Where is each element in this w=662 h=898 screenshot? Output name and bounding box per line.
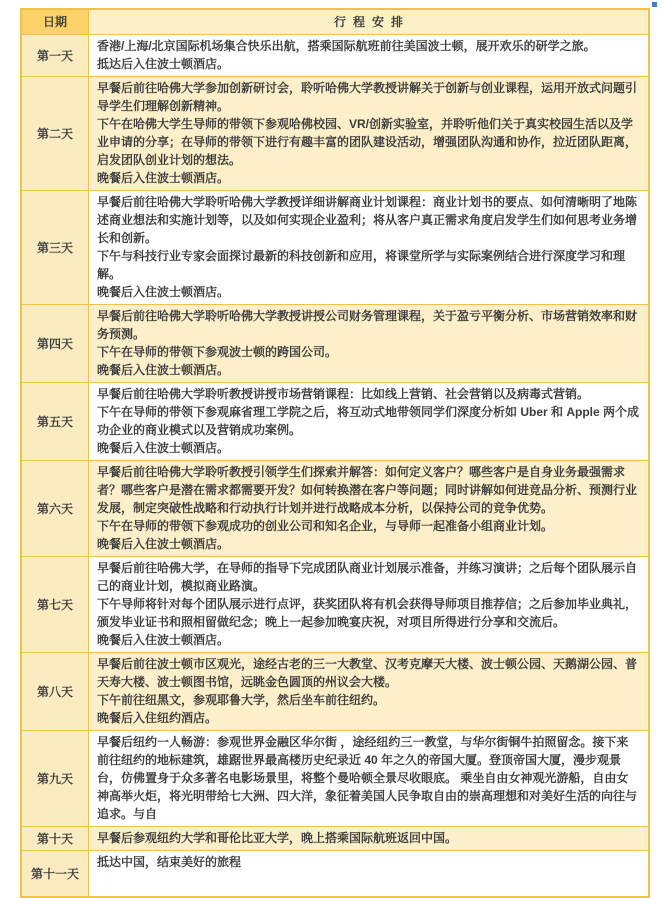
- table-row: [21, 191, 649, 305]
- itinerary-paragraph: 早餐后前往哈佛大学聆听教授讲授市场营销课程：比如线上营销、社会营销以及病毒式营销。: [97, 387, 590, 401]
- itinerary-paragraph: 晚餐后入住波士顿酒店。: [97, 285, 230, 299]
- itinerary-paragraph: 早餐后前往哈佛大学聆听哈佛大学教授详细讲解商业计划课程：商业计划书的要点、如何清晰明了地陈述商业想法和实施计划等，以及如何实现企业盈利；将从客户真正需求角度启发学生们如何思考业务增长和创新。: [97, 195, 638, 245]
- itinerary-paragraph: 早餐后参观纽约大学和哥伦比亚大学，晚上搭乘国际航班返回中国。: [97, 831, 458, 845]
- table-row: [21, 35, 649, 77]
- table-row: [21, 383, 649, 461]
- itinerary-cell: [89, 851, 650, 898]
- itinerary-paragraph: 晚餐后入住波士顿酒店。: [97, 171, 230, 185]
- table-row: [21, 305, 649, 383]
- itinerary-paragraph: 早餐后前往哈佛大学参加创新研讨会，聆听哈佛大学教授讲解关于创新与创业课程，运用开放式问题引导学生们理解创新精神。: [97, 81, 638, 113]
- table-row: [21, 653, 649, 731]
- itinerary-table: [20, 8, 650, 898]
- itinerary-paragraph: 早餐后前往波士顿市区观光，途经古老的三一大教堂、汉考克摩天大楼、波士顿公园、天鹅湖公园、普天寿大楼、波士顿图书馆，远眺金色圆顶的州议会大楼。: [97, 657, 638, 689]
- itinerary-paragraph: 下午与科技行业专家会面探讨最新的科技创新和应用，将课堂所学与实际案例结合进行深度学习和理解。: [97, 249, 626, 281]
- itinerary-paragraph: 下午前往纽黑文，参观耶鲁大学，然后坐车前往纽约。: [97, 693, 386, 707]
- day-cell: 第五天: [21, 383, 89, 461]
- itinerary-paragraph: 晚餐后入住纽约酒店。: [97, 711, 218, 725]
- header-date-cell: 日期: [21, 9, 89, 35]
- itinerary-cell: [89, 461, 650, 557]
- itinerary-paragraph: 早餐后前往哈佛大学聆听哈佛大学教授讲授公司财务管理课程，关于盈亏平衡分析、市场营销效率和财务预测。: [97, 309, 638, 341]
- itinerary-paragraph: 下午导师将针对每个团队展示进行点评，获奖团队将有机会获得导师项目推荐信；之后参加毕业典礼，颁发毕业证书和照相留做纪念；晚上一起参加晚宴庆祝，对项目所得进行分享和交流后。: [97, 597, 638, 629]
- itinerary-cell: [89, 383, 650, 461]
- day-cell: 第十一天: [21, 851, 89, 898]
- itinerary-cell: [89, 731, 650, 827]
- itinerary-paragraph: 早餐后前往哈佛大学，在导师的指导下完成团队商业计划展示准备，并练习演讲；之后每个团队展示自己的商业计划，模拟商业路演。: [97, 561, 638, 593]
- itinerary-cell: [89, 77, 650, 191]
- day-cell: 第一天: [21, 35, 89, 77]
- itinerary-paragraph: 下午在导师的带领下参观麻省理工学院之后，将互动式地带领同学们深度分析如 Uber 和 Apple 两个成功企业的商业模式以及营销成功案例。: [97, 405, 640, 437]
- itinerary-paragraph: 早餐后前往哈佛大学聆听教授引领学生们探索并解答：如何定义客户？哪些客户是自身业务最强需求者？哪些客户是潜在需求都需要开发？如何转换潜在客户等问题；同时讲解如何进竞品分析、预测行业发展，制定突破性战略和行动执行计划并进行战略成本分析，以保持公司的竞争优势。: [97, 465, 638, 515]
- day-cell: 第二天: [21, 77, 89, 191]
- itinerary-paragraph: 晚餐后入住波士顿酒店。: [97, 441, 230, 455]
- itinerary-paragraph: 晚餐后入住波士顿酒店。: [97, 633, 230, 647]
- day-cell: 第八天: [21, 653, 89, 731]
- itinerary-paragraph: 下午在导师的带领下参观成功的创业公司和知名企业，与导师一起准备小组商业计划。: [97, 519, 554, 533]
- table-row: [21, 851, 649, 898]
- itinerary-paragraph: 晚餐后入住波士顿酒店。: [97, 537, 230, 551]
- itinerary-cell: [89, 305, 650, 383]
- table-row: [21, 77, 649, 191]
- table-row: [21, 827, 649, 851]
- day-cell: 第十天: [21, 827, 89, 851]
- itinerary-cell: [89, 35, 650, 77]
- header-itinerary-cell: 行程安排: [89, 9, 650, 35]
- day-cell: 第九天: [21, 731, 89, 827]
- table-row: [21, 557, 649, 653]
- itinerary-cell: [89, 557, 650, 653]
- itinerary-paragraph: 下午在哈佛大学生导师的带领下参观哈佛校园、VR/创新实验室，并聆听他们关于真实校园生活以及学业申请的分享；在导师的带领下进行有趣丰富的团队建设活动，增强团队沟通和协作，拉近团队距离，启发团队创业计划的想法。: [97, 117, 638, 167]
- table-row: [21, 731, 649, 827]
- itinerary-paragraph: 晚餐后入住波士顿酒店。: [97, 363, 230, 377]
- day-cell: 第六天: [21, 461, 89, 557]
- itinerary-paragraph: 抵达后入住波士顿酒店。: [97, 57, 230, 71]
- header-row: [21, 9, 649, 35]
- day-cell: 第三天: [21, 191, 89, 305]
- itinerary-cell: [89, 827, 650, 851]
- itinerary-cell: [89, 653, 650, 731]
- blue-marker-dot: [652, 2, 657, 7]
- itinerary-cell: [89, 191, 650, 305]
- itinerary-paragraph: 早餐后纽约一人畅游：参观世界金融区华尔街 ，途经纽约三一教堂，与华尔街铜牛拍照留念。接下来前往纽约的地标建筑，雄踞世界最高楼历史纪录近 40 年之久的帝国大厦。登顶帝国大厦，漫步观景台，仿佛置身于众多著名电影场景里，将整个曼哈顿全景尽收眼底。 乘坐自由女神观光游船，自由女神高举火炬，将光明带给七大洲、四大洋，象征着美国人民争取自由的崇高理想和对美好生活的向往与追求。与自: [97, 735, 638, 821]
- day-cell: 第四天: [21, 305, 89, 383]
- day-cell: 第七天: [21, 557, 89, 653]
- itinerary-paragraph: 抵达中国，结束美好的旅程: [97, 855, 242, 869]
- itinerary-paragraph: 香港/上海/北京国际机场集合快乐出航，搭乘国际航班前往美国波士顿，展开欢乐的研学之旅。: [97, 39, 596, 53]
- itinerary-paragraph: 下午在导师的带领下参观波士顿的跨国公司。: [97, 345, 338, 359]
- table-row: [21, 461, 649, 557]
